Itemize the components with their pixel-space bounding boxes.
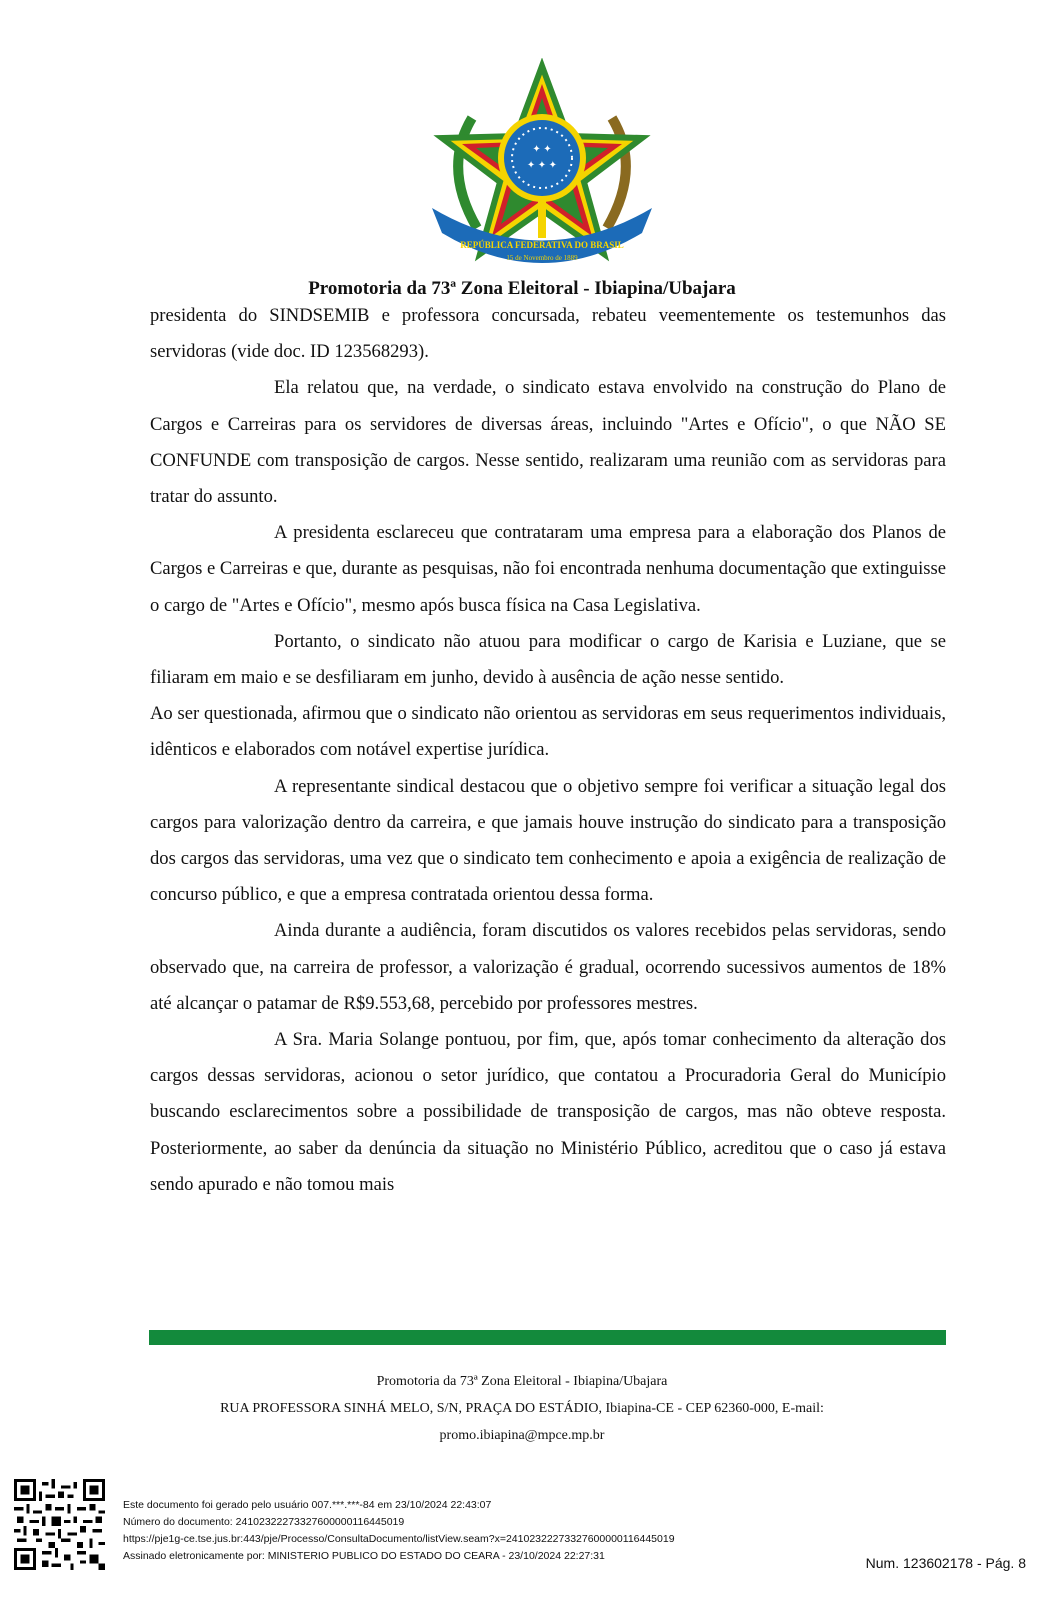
svg-text:✦ ✦ ✦: ✦ ✦ ✦ [526, 160, 558, 171]
document-body [150, 298, 946, 1203]
paragraph-6: A representante sindical destacou que o objetivo sempre foi verificar a situação legal dos cargos para valorização dentro da carreira, e que jamais houve instrução do sindicato para a transposição dos cargos das servidoras, uma vez que o sindicato tem conhecimento e apoia a exigência de realização de concurso público, e que a empresa contratada orientou dessa forma. [150, 775, 946, 906]
meta-generated: Este documento foi gerado pelo usuário 007.***.***-84 em 23/10/2024 22:43:07 [123, 1499, 492, 1511]
paragraph-7: Ainda durante a audiência, foram discutidos os valores recebidos pelas servidoras, sendo observado que, na carreira de professor, a valorização é gradual, ocorrendo sucessivos aumentos de 18% até alcançar o patamar de R$9.553,68, percebido por professores mestres. [150, 920, 946, 1014]
qr-code [14, 1479, 105, 1570]
seal-ribbon-text: REPÚBLICA FEDERATIVA DO BRASIL [460, 240, 624, 250]
paragraph-3: A presidenta esclareceu que contrataram uma empresa para a elaboração dos Planos de Cargos e Carreiras e que, durante as pesquisas, não foi encontrada nenhuma documentação que extinguisse o cargo de "Artes e Ofício", mesmo após busca física na Casa Legislativa. [150, 522, 946, 616]
footer-address: RUA PROFESSORA SINHÁ MELO, S/N, PRAÇA DO ESTÁDIO, Ibiapina-CE - CEP 62360-000, E-mail: [220, 1401, 824, 1416]
paragraph-4: Portanto, o sindicato não atuou para modificar o cargo de Karisia e Luziane, que se filiaram em maio e se desfiliaram em junho, devido à ausência de ação nesse sentido. [150, 630, 946, 689]
page-header-title: Promotoria da 73ª Zona Eleitoral - Ibiapina/Ubajara [308, 278, 736, 299]
meta-doc-number: Número do documento: 24102322273327600000116445019 [123, 1516, 405, 1528]
paragraph-5: Ao ser questionada, afirmou que o sindicato não orientou as servidoras em seus requerimentos individuais, idênticos e elaborados com notável expertise jurídica. [150, 703, 946, 761]
footer-divider-bar [149, 1330, 946, 1345]
paragraph-8: A Sra. Maria Solange pontuou, por fim, que, após tomar conhecimento da alteração dos cargos dessas servidoras, acionou o setor jurídico, que contatou a Procuradoria Geral do Município buscando esclarecimentos sobre a possibilidade de transposição de cargos, mas não obteve resposta. Posteriormente, ao saber da denúncia da situação no Ministério Público, acreditou que o caso já estava sendo apurado e não tomou mais [150, 1029, 946, 1195]
page-footer [0, 1368, 1044, 1449]
page-number: Num. 123602178 - Pág. 8 [865, 1555, 1026, 1571]
document-metadata [123, 1497, 675, 1565]
seal-ribbon-date: 15 de Novembro de 1889 [506, 254, 578, 262]
coat-of-arms-seal [432, 58, 652, 273]
footer-office-name: Promotoria da 73ª Zona Eleitoral - Ibiapina/Ubajara [376, 1374, 668, 1389]
paragraph-1: presidenta do SINDSEMIB e professora concursada, rebateu veementemente os testemunhos das servidoras (vide doc. ID 123568293). [150, 305, 946, 363]
footer-email: promo.ibiapina@mpce.mp.br [439, 1428, 605, 1443]
meta-signed: Assinado eletronicamente por: MINISTERIO PUBLICO DO ESTADO DO CEARA - 23/10/2024 22:27:31 [123, 1550, 605, 1562]
svg-text:✦ ✦: ✦ ✦ [532, 144, 552, 155]
meta-url: https://pje1g-ce.tse.jus.br:443/pje/Processo/ConsultaDocumento/listView.seam?x=24102322273327600000116445019 [123, 1533, 675, 1545]
paragraph-2: Ela relatou que, na verdade, o sindicato estava envolvido na construção do Plano de Cargos e Carreiras para os servidores de diversas áreas, incluindo "Artes e Ofício", o que NÃO SE CONFUNDE com transposição de cargos. Nesse sentido, realizaram uma reunião com as servidoras para tratar do assunto. [150, 377, 946, 508]
